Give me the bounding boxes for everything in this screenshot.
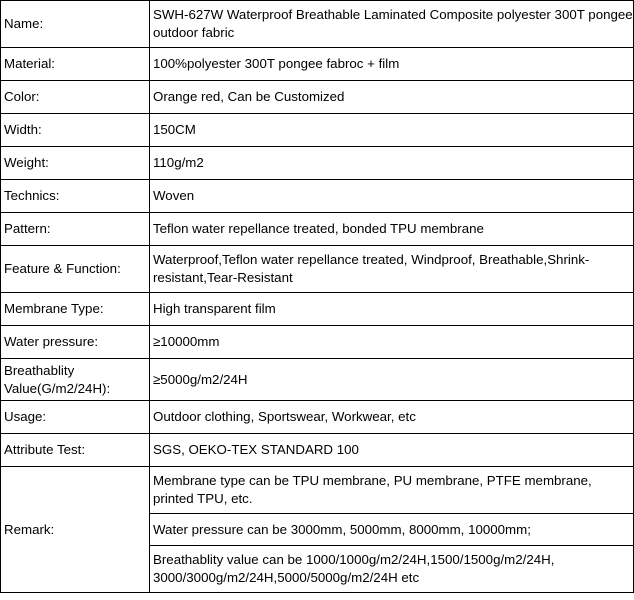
table-row-feature-function (1, 246, 634, 293)
row-value: SGS, OEKO-TEX STANDARD 100 (150, 434, 634, 467)
row-label: Usage: (1, 401, 150, 434)
row-value: Woven (150, 180, 634, 213)
row-label: Material: (1, 48, 150, 81)
table-row-material (1, 48, 634, 81)
row-value: ≥10000mm (150, 326, 634, 359)
table-row-color (1, 81, 634, 114)
row-value: Orange red, Can be Customized (150, 81, 634, 114)
table-row-technics (1, 180, 634, 213)
remark-label: Remark: (1, 467, 150, 593)
table-row-weight (1, 147, 634, 180)
row-value: Teflon water repellance treated, bonded TPU membrane (150, 213, 634, 246)
row-label: Pattern: (1, 213, 150, 246)
table-row-attribute-test (1, 434, 634, 467)
table-row-water-pressure (1, 326, 634, 359)
row-value: SWH-627W Waterproof Breathable Laminated Composite polyester 300T pongee outdoor fabric (150, 1, 634, 48)
table-row-width (1, 114, 634, 147)
table-row-name (1, 1, 634, 48)
remark-line: Breathablity value can be 1000/1000g/m2/24H,1500/1500g/m2/24H, 3000/3000g/m2/24H,5000/5000g/m2/24H etc (150, 546, 634, 593)
row-label: Technics: (1, 180, 150, 213)
table-row-usage (1, 401, 634, 434)
row-value: ≥5000g/m2/24H (150, 359, 634, 401)
row-value: Waterproof,Teflon water repellance treated, Windproof, Breathable,Shrink-resistant,Tear-Resistant (150, 246, 634, 293)
row-value: High transparent film (150, 293, 634, 326)
remark-line: Water pressure can be 3000mm, 5000mm, 8000mm, 10000mm; (150, 514, 634, 546)
row-label: Membrane Type: (1, 293, 150, 326)
table-row-pattern (1, 213, 634, 246)
row-value: 110g/m2 (150, 147, 634, 180)
row-label: Name: (1, 1, 150, 48)
row-label: Water pressure: (1, 326, 150, 359)
remark-line: Membrane type can be TPU membrane, PU membrane, PTFE membrane, printed TPU, etc. (150, 467, 634, 514)
row-value: Outdoor clothing, Sportswear, Workwear, etc (150, 401, 634, 434)
row-label: Weight: (1, 147, 150, 180)
row-label: Attribute Test: (1, 434, 150, 467)
table-row-membrane-type (1, 293, 634, 326)
table-row-breathability (1, 359, 634, 401)
row-label: Feature & Function: (1, 246, 150, 293)
row-label: Width: (1, 114, 150, 147)
row-label: Color: (1, 81, 150, 114)
row-value: 150CM (150, 114, 634, 147)
row-value: 100%polyester 300T pongee fabroc + film (150, 48, 634, 81)
row-label: Breathablity Value(G/m2/24H): (1, 359, 150, 401)
table-row-remark-1 (1, 467, 634, 514)
